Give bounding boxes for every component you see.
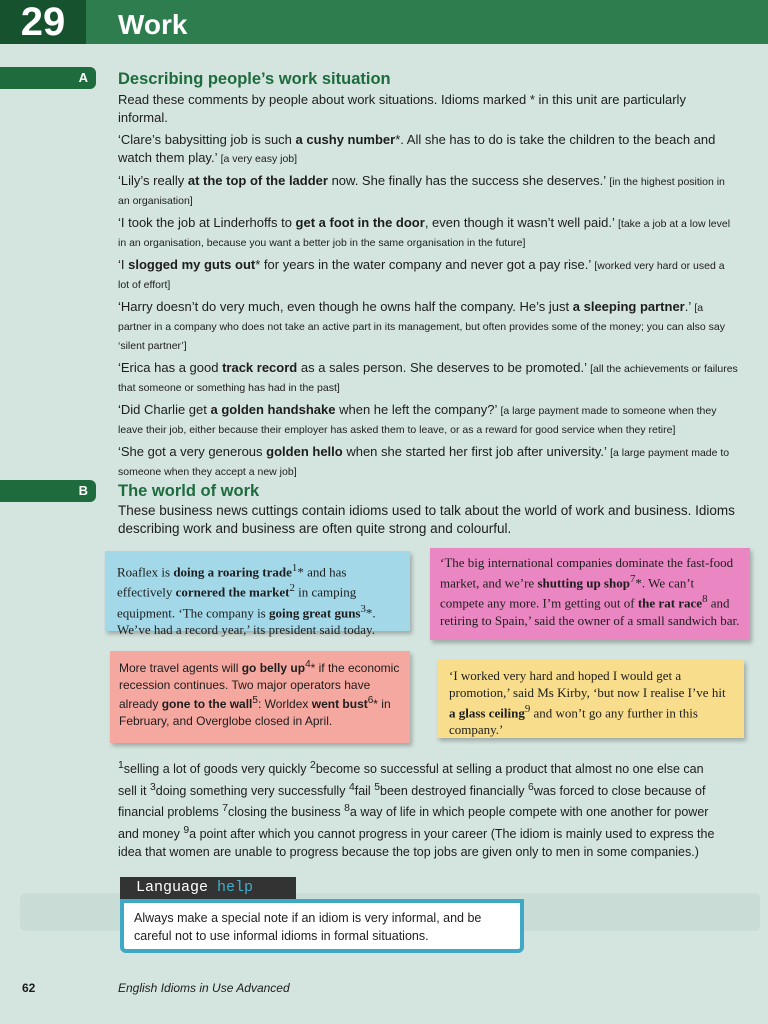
section-a-letter: A xyxy=(78,70,88,85)
idiom: get a foot in the door xyxy=(295,215,425,230)
idiom: slogged my guts out xyxy=(128,257,256,272)
language-help-label: Language help xyxy=(120,877,296,899)
definition: [all the achievements or failures that someone or something has had in the past] xyxy=(118,363,738,394)
definition: [in the highest position in an organisation] xyxy=(118,176,725,207)
footnotes: $^1$selling a lot of goods very quickly $^2$become so successful at selling a product that almost no one else can sell it $^3$doing something very successfully $^4$fail $^5$been destroyed financially $^6$was forced to close because of financial problems $^7$closing the business $^8$a way of life in which people compete with one another for power and money $^9$a point after which you cannot progress in your career (The idiom is mainly used to express the idea that women are unable to progress because the top jobs are given only to men in some companies.) xyxy=(118,760,715,859)
section-a-body xyxy=(118,91,738,485)
section-a-title: Describing people’s work situation xyxy=(118,70,391,88)
section-b-tab xyxy=(0,480,96,502)
news-cutting-sandwich-bar: ‘The big international companies dominate the fast-food market, and we’re shutting up shop$^7$*. We can’t compete any more. I’m getting out of the rat race$^8$ and retiring to Spain,’ said the owner of a small sandwich bar. xyxy=(430,548,750,640)
page-number: 62 xyxy=(22,981,36,995)
idiom: track record xyxy=(222,360,298,375)
definition: [a very easy job] xyxy=(220,153,298,165)
news-cutting-roaflex: Roaflex is doing a roaring trade$^1$* and has effectively cornered the market$^2$ in camping equipment. ‘The company is going great guns$^3$*. We’ve had a record year,’ its president said today. xyxy=(105,551,410,631)
unit-header-bar xyxy=(0,0,768,44)
language-help-text: Always make a special note if an idiom is very informal, and be careful not to use informal idioms in formal situations. xyxy=(120,899,524,953)
idiom-item-7: ‘Did Charlie get a golden handshake when he left the company?’ [a large payment made to someone when they leave their job, either because their employer has asked them to leave, or as a reward for good service when they retire] xyxy=(118,402,717,436)
section-b-intro: These business news cuttings contain idioms used to talk about the world of work and business. Idioms describing work and business are often quite strong and colourful. xyxy=(118,503,735,536)
definition: [a large payment made to someone when they leave their job, either because their employer has asked them to leave, or as a reward for good service when they retire] xyxy=(118,405,717,436)
idiom-item-5: ‘Harry doesn’t do very much, even though he owns half the company. He’s just a sleeping partner.’ [a partner in a company who does not take an active part in its management, but often provides some of the money; you can also say ‘silent partner’] xyxy=(118,299,726,352)
unit-title: Work xyxy=(118,9,188,40)
idiom-item-8: ‘She got a very generous golden hello when she started her first job after university.’ [a large payment made to someone when they accept a new job] xyxy=(118,444,730,478)
idiom-item-1: ‘Clare’s babysitting job is such a cushy number*. All she has to do is take the children to the beach and watch them play.’ [a very easy job] xyxy=(118,132,716,165)
definition: [worked very hard or used a lot of effort] xyxy=(118,260,725,291)
definition: [a partner in a company who does not take an active part in its management, but often provides some of the money; you can also say ‘silent partner’] xyxy=(118,302,726,352)
idiom-item-3: ‘I took the job at Linderhoffs to get a foot in the door, even though it wasn’t well paid.’ [take a job at a low level in an organisation, because you want a better job in the same organisation in the future] xyxy=(118,215,731,249)
book-title: English Idioms in Use Advanced xyxy=(118,981,290,995)
idiom-item-6: ‘Erica has a good track record as a sales person. She deserves to be promoted.’ [all the achievements or failures that someone or something has had in the past] xyxy=(118,360,738,394)
definition: [take a job at a low level in an organisation, because you want a better job in the same organisation in the future] xyxy=(118,218,731,249)
section-b-letter: B xyxy=(78,483,88,498)
section-a-tab xyxy=(0,67,96,89)
idiom: a sleeping partner xyxy=(572,299,685,314)
idiom-item-4: ‘I slogged my guts out* for years in the water company and never got a pay rise.’ [worked very hard or used a lot of effort] xyxy=(118,257,725,291)
idiom: a golden handshake xyxy=(210,402,336,417)
section-b-title: The world of work xyxy=(118,482,260,500)
section-a-intro: Read these comments by people about work situations. Idioms marked * in this unit are particularly informal. xyxy=(118,92,686,125)
idiom: a cushy number xyxy=(295,132,396,147)
idiom: golden hello xyxy=(266,444,343,459)
news-cutting-travel-agents: More travel agents will go belly $up^4*$ if the economic recession continues. Two major operators have already gone to the wall$^5$: Worldex went bust$^6$* in February, and Overglobe closed in April. xyxy=(110,651,410,743)
idiom-item-2: ‘Lily’s really at the top of the ladder now. She finally has the success she deserves.’ [in the highest position in an organisation] xyxy=(118,173,725,207)
idiom: at the top of the ladder xyxy=(187,173,328,188)
news-cutting-ms-kirby: ‘I worked very hard and hoped I would get a promotion,’ said Ms Kirby, ‘but now I realise I’ve hit a glass ceiling$^9$ and won’t go any further in this company.’ xyxy=(437,660,744,738)
unit-number: 29 xyxy=(0,0,86,44)
definition: [a large payment made to someone when they accept a new job] xyxy=(118,447,730,478)
